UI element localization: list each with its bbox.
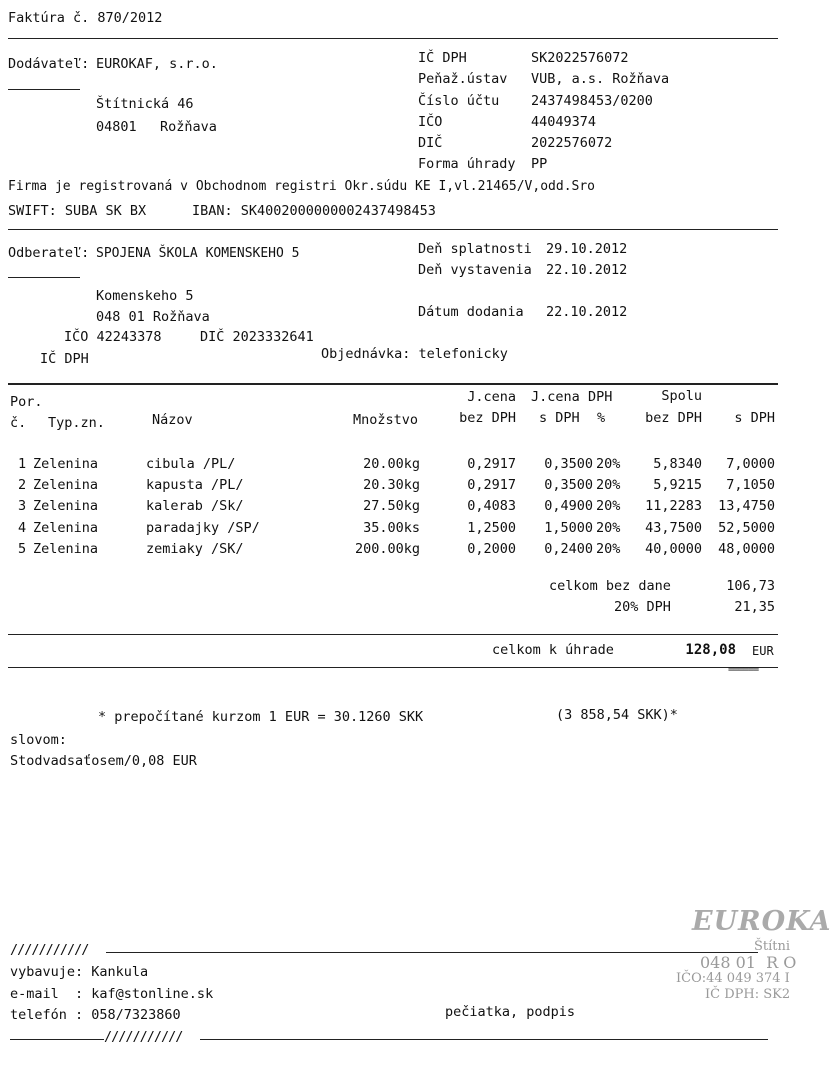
header-vat: DPH xyxy=(588,389,613,405)
cell-no: 2 xyxy=(18,477,27,494)
double-underline: ====== xyxy=(728,664,759,675)
supplier-id-value: PP xyxy=(531,156,548,172)
footer-line xyxy=(106,952,758,953)
cell-unitv: 1,5000 xyxy=(544,519,593,536)
header-unit-price-sub: bez DPH xyxy=(459,410,516,426)
cell-qty: 35.00ks xyxy=(363,519,420,536)
due-date-label: Deň splatnosti xyxy=(418,241,532,257)
delivery-date-label: Dátum dodania xyxy=(418,304,524,320)
vat-total-label: 20% DPH xyxy=(614,599,671,615)
customer-label: Odberateľ: xyxy=(8,245,90,261)
issue-date-label: Deň vystavenia xyxy=(418,262,532,278)
cell-name: zemiaky /SK/ xyxy=(146,540,244,557)
cell-total: 5,9215 xyxy=(653,477,702,494)
cell-name: cibula /PL/ xyxy=(146,456,236,472)
header-type: Typ.zn. xyxy=(48,415,105,431)
footer-line xyxy=(10,1039,104,1040)
footer-line xyxy=(200,1039,768,1040)
cell-type: Zelenina xyxy=(33,519,99,536)
issuer: vybavuje: Kankula xyxy=(10,964,149,980)
cell-qty: 20.00kg xyxy=(363,456,420,472)
signature-label: pečiatka, podpis xyxy=(445,1004,576,1020)
swift: SWIFT: SUBA SK BX xyxy=(8,203,147,219)
header-no: č. xyxy=(10,415,27,431)
cell-type: Zelenina xyxy=(33,477,99,494)
label-underline xyxy=(8,277,80,278)
header-total-vat: s DPH xyxy=(734,410,775,426)
registry-note: Firma je registrovaná v Obchodnom registri Okr.súdu KE I,vl.21465/V,odd.Sro xyxy=(8,179,595,194)
header-unit-price-vat-sub: s DPH xyxy=(539,410,580,426)
cell-total: 11,2283 xyxy=(645,498,702,515)
cell-total: 40,0000 xyxy=(645,540,702,557)
due-date: 29.10.2012 xyxy=(546,241,628,257)
cell-unit: 0,2917 xyxy=(467,456,516,472)
cell-unit: 1,2500 xyxy=(467,519,516,536)
divider xyxy=(8,38,778,39)
cell-qty: 27.50kg xyxy=(363,498,420,515)
customer-name: SPOJENA ŠKOLA KOMENSKEHO 5 xyxy=(96,246,300,261)
supplier-id-label: DIČ xyxy=(418,135,443,151)
in-words-value: Stodvadsaťosem/0,08 EUR xyxy=(10,753,197,769)
cell-vat: 20% xyxy=(596,498,621,515)
cell-type: Zelenina xyxy=(33,540,99,557)
cell-totalv: 52,5000 xyxy=(718,519,775,536)
footer-slashes: /////////// xyxy=(10,942,89,958)
cell-unit: 0,2000 xyxy=(467,540,516,557)
cell-name: kapusta /PL/ xyxy=(146,477,244,494)
header-name: Názov xyxy=(152,412,193,428)
in-words-label: slovom: xyxy=(10,732,67,748)
cell-totalv: 7,0000 xyxy=(726,456,775,472)
cell-total: 5,8340 xyxy=(653,456,702,472)
cell-type: Zelenina xyxy=(33,456,99,472)
header-unit-price-vat: J.cena xyxy=(531,389,580,405)
cell-unitv: 0,2400 xyxy=(544,540,593,557)
conversion-rate: * prepočítané kurzom 1 EUR = 30.1260 SKK xyxy=(98,709,424,725)
issue-date: 22.10.2012 xyxy=(546,262,628,278)
supplier-label: Dodávateľ: xyxy=(8,56,90,72)
customer-street: Komenskeho 5 xyxy=(96,288,194,304)
label-underline xyxy=(8,89,80,90)
cell-no: 1 xyxy=(18,456,27,472)
supplier-name: EUROKAF, s.r.o. xyxy=(96,56,218,72)
cell-type: Zelenina xyxy=(33,498,99,515)
header-vat-percent: % xyxy=(597,410,606,426)
order-note: Objednávka: telefonicky xyxy=(321,346,508,362)
cell-name: paradajky /SP/ xyxy=(146,519,260,536)
divider xyxy=(8,229,778,230)
supplier-street: Štítnická 46 xyxy=(96,96,194,112)
supplier-id-value: SK2022576072 xyxy=(531,50,629,66)
phone: telefón : 058/7323860 xyxy=(10,1007,181,1023)
divider xyxy=(8,383,778,385)
cell-name: kalerab /Sk/ xyxy=(146,498,244,515)
supplier-id-value: VUB, a.s. Rožňava xyxy=(531,71,670,87)
stamp-line: 048 01 R O xyxy=(700,953,797,972)
supplier-id-label: IČ DPH xyxy=(418,50,467,66)
cell-vat: 20% xyxy=(596,456,621,472)
delivery-date: 22.10.2012 xyxy=(546,304,628,320)
divider xyxy=(8,667,778,668)
supplier-id-label: Peňaž.ústav xyxy=(418,71,508,87)
cell-totalv: 7,1050 xyxy=(726,477,775,494)
supplier-id-value: 2437498453/0200 xyxy=(531,93,653,109)
header-total: Spolu xyxy=(661,388,702,404)
cell-no: 5 xyxy=(18,540,27,557)
header-qty: Množstvo xyxy=(353,412,419,428)
cell-unitv: 0,3500 xyxy=(544,456,593,472)
amount-due-label: celkom k úhrade xyxy=(492,642,614,658)
supplier-id-value: 2022576072 xyxy=(531,135,613,151)
cell-vat: 20% xyxy=(596,477,621,494)
footer-slashes: /////////// xyxy=(104,1029,183,1045)
currency: EUR xyxy=(752,644,774,658)
iban: IBAN: SK4002000000002437498453 xyxy=(192,203,436,219)
customer-city: 048 01 Rožňava xyxy=(96,309,210,325)
stamp-line: Štítni xyxy=(754,939,791,954)
supplier-id-label: Číslo účtu xyxy=(418,93,500,109)
cell-vat: 20% xyxy=(596,540,621,557)
email: e-mail : kaf@stonline.sk xyxy=(10,986,214,1002)
cell-total: 43,7500 xyxy=(645,519,702,536)
stamp-line: IČ DPH: SK2 xyxy=(705,987,791,1002)
customer-icdph: IČ DPH xyxy=(40,351,89,367)
customer-dic: DIČ 2023332641 xyxy=(200,329,314,345)
stamp-line: IČO:44 049 374 I xyxy=(676,971,790,986)
cell-no: 4 xyxy=(18,519,27,536)
divider xyxy=(8,634,778,635)
cell-vat: 20% xyxy=(596,519,621,536)
cell-no: 3 xyxy=(18,498,27,515)
cell-unitv: 0,3500 xyxy=(544,477,593,494)
customer-ico: IČO 42243378 xyxy=(64,329,162,345)
cell-unit: 0,2917 xyxy=(467,477,516,494)
amount-due: 128,08 xyxy=(685,642,736,658)
cell-unit: 0,4083 xyxy=(467,498,516,515)
amount-skk: (3 858,54 SKK)* xyxy=(556,707,678,723)
header-total-sub: bez DPH xyxy=(645,410,702,426)
net-total-label: celkom bez dane xyxy=(549,578,671,594)
header-por: Por. xyxy=(10,394,43,410)
cell-qty: 200.00kg xyxy=(354,540,420,557)
cell-totalv: 13,4750 xyxy=(718,498,775,515)
cell-unitv: 0,4900 xyxy=(544,498,593,515)
supplier-city: Rožňava xyxy=(160,119,217,135)
supplier-id-label: Forma úhrady xyxy=(418,156,516,172)
net-total: 106,73 xyxy=(726,578,775,594)
cell-totalv: 48,0000 xyxy=(718,540,775,557)
supplier-postcode: 04801 xyxy=(96,119,137,135)
invoice-title: Faktúra č. 870/2012 xyxy=(8,10,163,26)
vat-total: 21,35 xyxy=(734,599,775,615)
supplier-id-label: IČO xyxy=(418,114,443,130)
supplier-id-value: 44049374 xyxy=(531,114,597,130)
header-unit-price: J.cena xyxy=(467,389,516,405)
stamp-line: EUROKA xyxy=(692,906,831,937)
cell-qty: 20.30kg xyxy=(363,477,420,494)
